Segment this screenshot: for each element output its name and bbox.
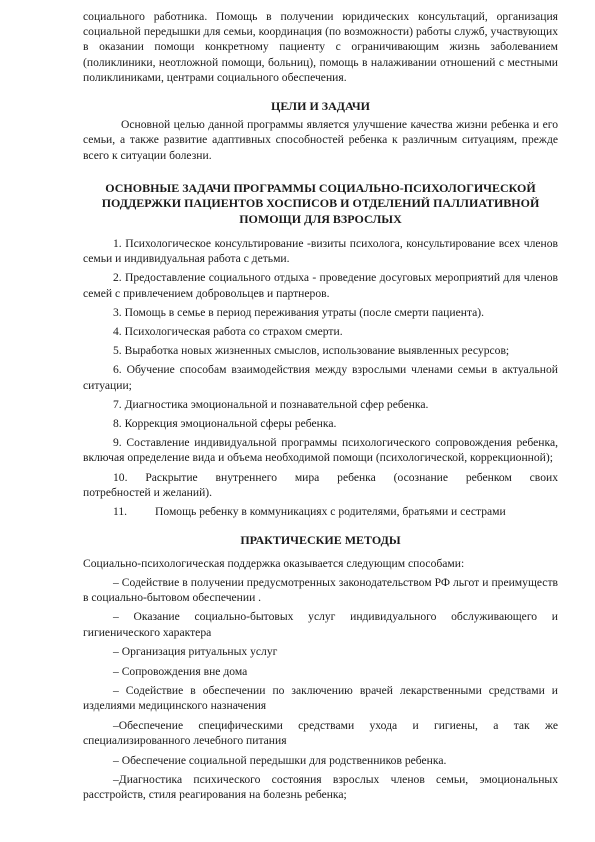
task-item-10-word: своих [529, 470, 558, 484]
task-item-6: 6. Обучение способам взаимодействия между взрослыми членами семьи в актуальной ситуации; [83, 363, 558, 392]
method-item-3: – Организация ритуальных услуг [113, 645, 278, 659]
task-item-10-word: Раскрытие [145, 470, 198, 484]
method-item-8: –Диагностика психического состояния взрослых членов семьи, эмоциональных расстройств, стиля реагирования на болезнь ребенка; [83, 773, 558, 802]
task-item-10-word: ребенком [465, 470, 512, 484]
method-item-6: –Обеспечение специфическими средствами ухода и гигиены, а так же специализированного лечебного питания [83, 718, 558, 748]
task-item-8: 8. Коррекция эмоциональной сферы ребенка. [113, 417, 337, 431]
task-item-10-word: ребенка [337, 470, 376, 484]
task-item-10-number: 10. [113, 470, 128, 484]
task-item-10-word: (осознание [393, 470, 448, 484]
task-item-10 [83, 470, 558, 500]
task-item-7: 7. Диагностика эмоциональной и познавательной сфер ребенка. [113, 397, 429, 411]
task-item-11 [83, 504, 558, 519]
intro-paragraph: социального работника. Помощь в получении юридических консультаций, организация социальной передышки для семьи, координация (по возможности) работы служб, участвующих в оказании помощи конкретному пациенту с ограничивающим жизнь заболеванием (поликлиники, неотложной помощи, больниц), помощь в налаживании отношений с местными поликлиниками, центрами социального обеспечения. [83, 10, 558, 84]
task-item-10-word: мира [294, 470, 320, 484]
goals-heading: ЦЕЛИ И ЗАДАЧИ [270, 99, 371, 114]
goals-paragraph: Основной целью данной программы является улучшение качества жизни ребенка и его семьи, а также развитие адаптивных способностей ребенка к различным ситуациям, прежде всего к ситуации болезни. [83, 118, 558, 162]
task-item-2: 2. Предоставление социального отдыха - проведение досуговых мероприятий для членов семей с привлечением добровольцев и партнеров. [83, 271, 558, 300]
methods-intro: Социально-психологическая поддержка оказывается следующим способами: [83, 556, 465, 570]
task-item-11-text: Помощь ребенку в коммуникациях с родителями, братьями и сестрами [155, 505, 506, 519]
task-item-10-rest: потребностей и желаний). [83, 485, 213, 499]
tasks-list [83, 236, 558, 519]
task-item-5: 5. Выработка новых жизненных смыслов, использование выявленных ресурсов; [113, 344, 510, 358]
task-item-11-number: 11. [113, 505, 128, 519]
method-item-1: – Содействие в получении предусмотренных законодательством РФ льгот и преимуществ в социально-бытовом обеспечении . [83, 575, 558, 604]
task-item-3: 3. Помощь в семье в период переживания утраты (после смерти пациента). [113, 305, 485, 319]
methods-list [83, 575, 558, 803]
method-item-4: – Сопровождения вне дома [113, 664, 248, 678]
method-item-5: – Содействие в обеспечении по заключению врачей лекарственными средствами и изделиями медицинского назначения [83, 684, 558, 713]
document-page [83, 9, 558, 807]
task-item-10-word: внутреннего [215, 470, 277, 484]
task-item-9: 9. Составление индивидуальной программы психологического сопровождения ребенка, включая определение вида и объема необходимой помощи (психологической, коррекционной); [83, 436, 558, 465]
methods-heading: ПРАКТИЧЕСКИЕ МЕТОДЫ [240, 533, 401, 548]
tasks-heading: ОСНОВНЫЕ ЗАДАЧИ ПРОГРАММЫ СОЦИАЛЬНО-ПСИХОЛОГИЧЕСКОЙ ПОДДЕРЖКИ ПАЦИЕНТОВ ХОСПИСОВ И ОТДЕЛЕНИЙ ПАЛЛИАТИВНОЙ ПОМОЩИ ДЛЯ ВЗРОСЛЫХ [101, 180, 540, 226]
task-item-10-first-line [83, 470, 558, 485]
method-item-2: – Оказание социально-бытовых услуг индивидуального обслуживающего и гигиенического характера [83, 610, 558, 639]
task-item-1: 1. Психологическое консультирование -визиты психолога, консультирование всех членов семьи и индивидуальная работа с детьми. [83, 237, 558, 266]
task-item-4: 4. Психологическая работа со страхом смерти. [113, 325, 343, 339]
method-item-7: – Обеспечение социальной передышки для родственников ребенка. [113, 753, 447, 767]
